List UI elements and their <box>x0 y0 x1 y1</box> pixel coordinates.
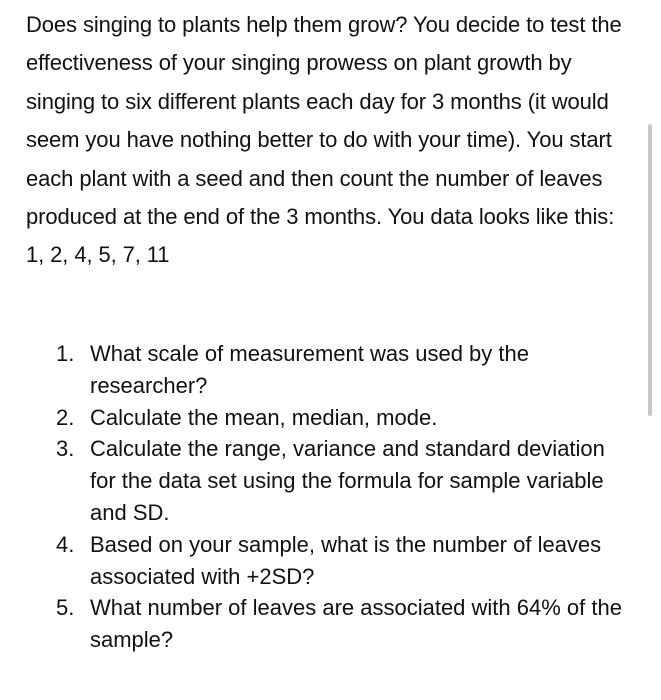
list-item-number: 4. <box>56 531 75 557</box>
list-item <box>56 402 626 434</box>
list-item-text: Calculate the range, variance and standard deviation for the data set using the formula for sample variable and SD. <box>90 436 605 525</box>
list-item-text: Based on your sample, what is the number of leaves associated with +2SD? <box>90 531 602 589</box>
list-item <box>56 592 626 656</box>
question-intro: Does singing to plants help them grow? You decide to test the effectiveness of your singing prowess on plant growth by singing to six different plants each day for 3 months (it would seem you have nothing better to do with your time). You start each plant with a seed and then count the number of leaves produced at the end of the 3 months. You data looks like this: 1, 2, 4, 5, 7, 11 <box>26 12 622 268</box>
question-list <box>56 338 626 656</box>
list-item-text: What scale of measurement was used by the researcher? <box>90 341 529 398</box>
list-item-number: 5. <box>56 595 75 621</box>
list-item <box>56 433 626 528</box>
list-item-text: Calculate the mean, median, mode. <box>90 404 438 430</box>
list-item-text: What number of leaves are associated with 64% of the sample? <box>90 595 622 653</box>
list-item-number: 3. <box>56 436 75 462</box>
list-item <box>56 338 626 402</box>
list-item-number: 2. <box>56 404 75 430</box>
list-item <box>56 529 626 593</box>
list-item-number: 1. <box>56 341 75 366</box>
vertical-scrollbar[interactable] <box>648 124 652 416</box>
